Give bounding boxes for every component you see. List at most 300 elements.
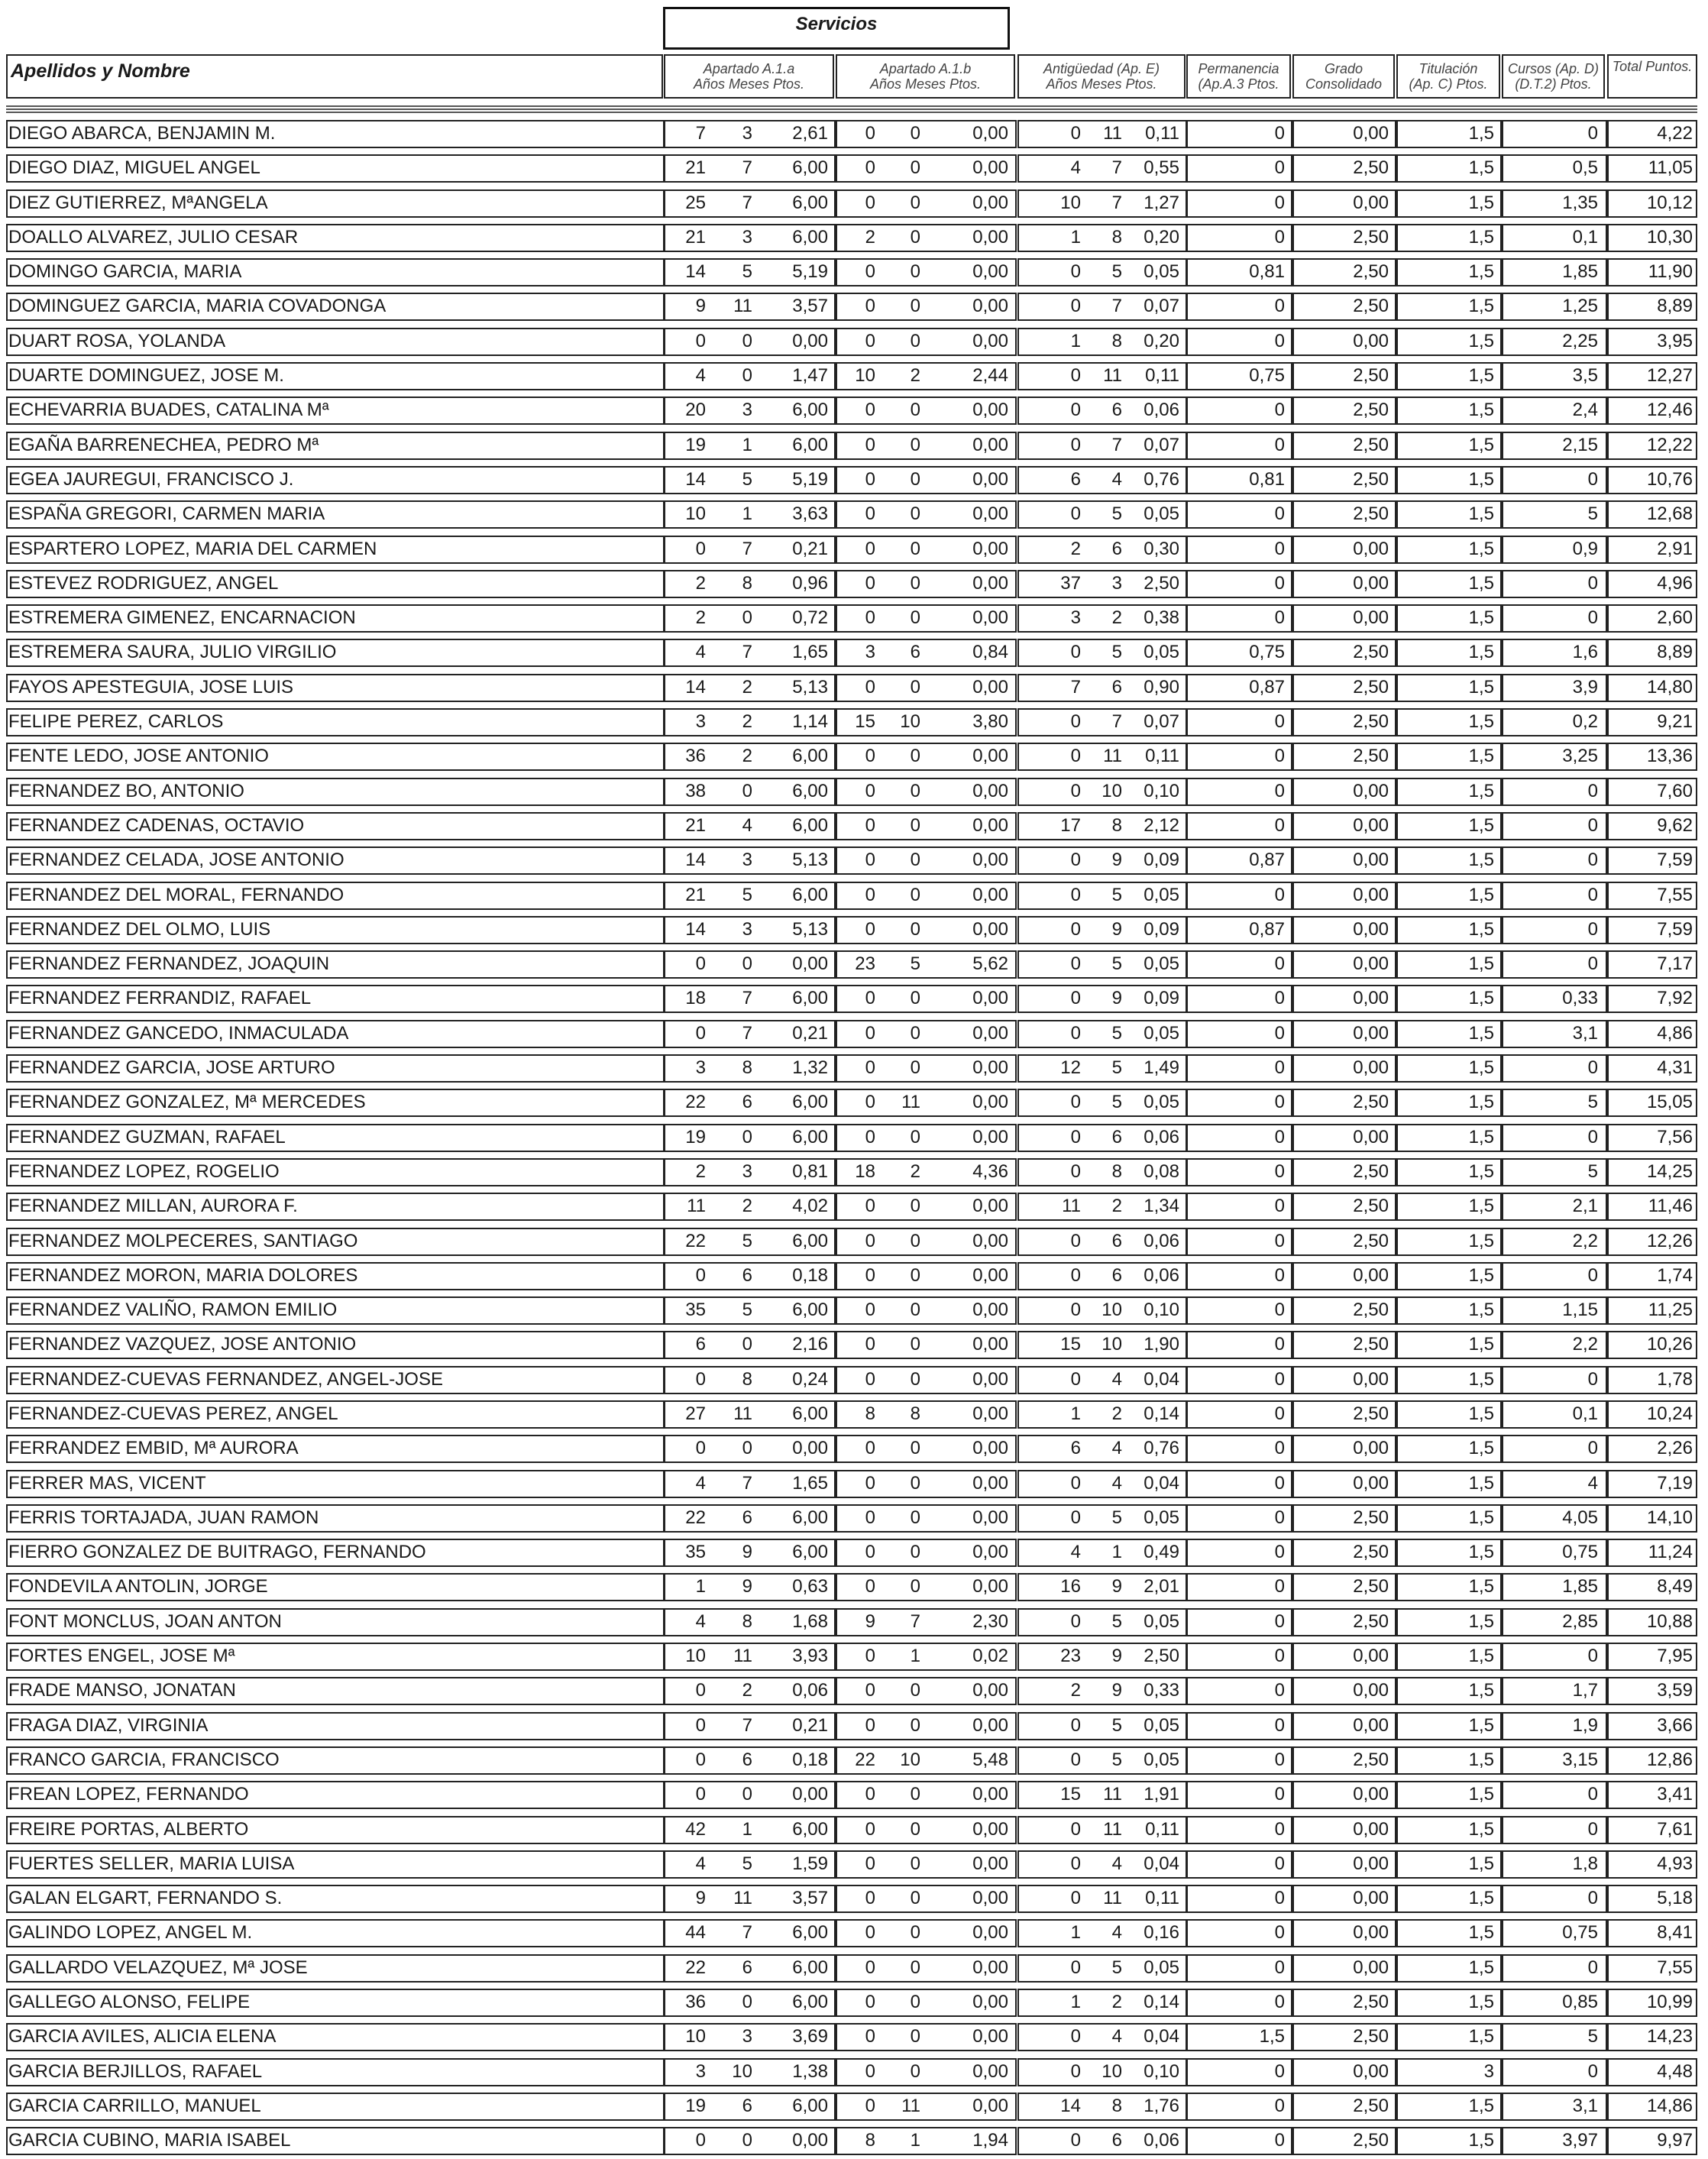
a1b-months-value: 0 bbox=[910, 1507, 920, 1528]
applicant-name: GALLEGO ALONSO, FELIPE bbox=[8, 1992, 251, 2013]
ant-months-value: 9 bbox=[1111, 988, 1122, 1009]
ant-years-value: 0 bbox=[1070, 953, 1081, 975]
a1a-months-value: 7 bbox=[742, 192, 752, 213]
cursos-value: 0,75 bbox=[1562, 1922, 1598, 1944]
a1b-points-value: 0,00 bbox=[972, 2095, 1008, 2116]
titulacion-value: 3 bbox=[1483, 2060, 1494, 2082]
ant-points-value: 0,05 bbox=[1144, 1749, 1179, 1770]
a1b-months-value: 0 bbox=[910, 988, 920, 1009]
applicant-name: FERNANDEZ GARCIA, JOSE ARTURO bbox=[8, 1057, 335, 1079]
a1a-points-value: 6,00 bbox=[792, 226, 828, 248]
grado-value: 2,50 bbox=[1353, 1092, 1389, 1113]
grado-value: 2,50 bbox=[1353, 746, 1389, 767]
permanencia-value: 0 bbox=[1274, 1438, 1285, 1459]
ant-months-value: 9 bbox=[1111, 1680, 1122, 1701]
ant-points-value: 0,05 bbox=[1144, 884, 1179, 905]
titulacion-value: 1,5 bbox=[1468, 988, 1494, 1009]
ant-points-value: 0,05 bbox=[1144, 1092, 1179, 1113]
a1b-years-value: 0 bbox=[865, 1300, 875, 1321]
cursos-value: 5 bbox=[1587, 503, 1598, 525]
permanencia-value: 0,75 bbox=[1249, 365, 1285, 387]
titulacion-value: 1,5 bbox=[1468, 123, 1494, 144]
a1a-months-value: 5 bbox=[742, 1230, 752, 1251]
cursos-value: 3,25 bbox=[1562, 746, 1598, 767]
a1b-months-value: 0 bbox=[910, 1126, 920, 1147]
ant-years-value: 6 bbox=[1070, 1438, 1081, 1459]
a1b-years-value: 0 bbox=[865, 572, 875, 594]
a1b-months-value: 1 bbox=[910, 2130, 920, 2151]
permanencia-value: 0,87 bbox=[1249, 676, 1285, 698]
a1b-years-value: 0 bbox=[865, 503, 875, 525]
a1b-points-value: 0,00 bbox=[972, 157, 1008, 179]
ant-years-value: 15 bbox=[1060, 1334, 1081, 1355]
table-row bbox=[6, 1605, 1697, 1639]
grado-value: 0,00 bbox=[1353, 123, 1389, 144]
permanencia-value: 0 bbox=[1274, 1610, 1285, 1632]
a1b-points-value: 0,00 bbox=[972, 1507, 1008, 1528]
a1b-years-value: 0 bbox=[865, 850, 875, 871]
a1a-points-value: 6,00 bbox=[792, 988, 828, 1009]
titulacion-value: 1,5 bbox=[1468, 642, 1494, 663]
table-row bbox=[6, 1813, 1697, 1847]
a1a-points-value: 6,00 bbox=[792, 400, 828, 421]
ant-months-value: 11 bbox=[1103, 1784, 1122, 1805]
grado-value: 0,00 bbox=[1353, 850, 1389, 871]
applicant-name: FERRER MAS, VICENT bbox=[8, 1472, 206, 1494]
applicant-name: GARCIA CARRILLO, MANUEL bbox=[8, 2095, 261, 2116]
a1a-months-value: 0 bbox=[742, 1438, 752, 1459]
a1b-points-value: 2,30 bbox=[972, 1610, 1008, 1632]
a1a-points-value: 0,24 bbox=[792, 1368, 828, 1390]
a1a-months-value: 1 bbox=[742, 1818, 752, 1840]
ant-years-value: 16 bbox=[1060, 1576, 1081, 1597]
a1b-points-value: 0,00 bbox=[972, 1542, 1008, 1563]
ant-years-value: 1 bbox=[1070, 226, 1081, 248]
a1b-months-value: 0 bbox=[910, 1853, 920, 1874]
a1a-years-value: 0 bbox=[695, 2130, 706, 2151]
ant-months-value: 5 bbox=[1111, 642, 1122, 663]
cursos-value: 0 bbox=[1587, 1057, 1598, 1079]
total-value: 4,86 bbox=[1657, 1022, 1693, 1044]
cursos-value: 0 bbox=[1587, 468, 1598, 490]
applicant-name: FERNANDEZ LOPEZ, ROGELIO bbox=[8, 1160, 280, 1182]
a1a-years-value: 14 bbox=[685, 468, 706, 490]
a1a-years-value: 9 bbox=[695, 1888, 706, 1909]
a1a-months-value: 5 bbox=[742, 1853, 752, 1874]
applicant-name: FREIRE PORTAS, ALBERTO bbox=[8, 1818, 249, 1840]
cursos-value: 1,85 bbox=[1562, 1576, 1598, 1597]
ant-months-value: 10 bbox=[1101, 780, 1122, 801]
a1b-years-value: 0 bbox=[865, 192, 875, 213]
applicant-name: FERNANDEZ DEL OLMO, LUIS bbox=[8, 918, 271, 940]
cursos-value: 3,1 bbox=[1572, 2095, 1598, 2116]
applicant-name: FERNANDEZ FERRANDIZ, RAFAEL bbox=[8, 988, 312, 1009]
cursos-value: 5 bbox=[1587, 1092, 1598, 1113]
a1b-years-value: 0 bbox=[865, 1680, 875, 1701]
permanencia-value: 0 bbox=[1274, 1957, 1285, 1978]
total-value: 14,10 bbox=[1646, 1507, 1693, 1528]
a1a-years-value: 2 bbox=[695, 607, 706, 629]
a1a-points-value: 6,00 bbox=[792, 434, 828, 455]
applicant-name: FERNANDEZ CELADA, JOSE ANTONIO bbox=[8, 850, 345, 871]
a1a-months-value: 2 bbox=[742, 711, 752, 733]
titulacion-value: 1,5 bbox=[1468, 157, 1494, 179]
ant-points-value: 0,05 bbox=[1144, 1022, 1179, 1044]
total-value: 12,68 bbox=[1646, 503, 1693, 525]
cursos-value: 2,1 bbox=[1572, 1196, 1598, 1217]
a1a-points-value: 6,00 bbox=[792, 1507, 828, 1528]
permanencia-value: 0 bbox=[1274, 1784, 1285, 1805]
table-row bbox=[6, 1467, 1697, 1501]
cursos-value: 0 bbox=[1587, 884, 1598, 905]
ant-points-value: 0,07 bbox=[1144, 296, 1179, 317]
a1a-points-value: 2,61 bbox=[792, 123, 828, 144]
ant-years-value: 0 bbox=[1070, 1300, 1081, 1321]
permanencia-value: 0 bbox=[1274, 157, 1285, 179]
ant-years-value: 14 bbox=[1060, 2095, 1081, 2116]
a1b-months-value: 5 bbox=[910, 953, 920, 975]
applicant-name: GALINDO LOPEZ, ANGEL M. bbox=[8, 1922, 253, 1944]
a1a-points-value: 0,00 bbox=[792, 1784, 828, 1805]
ant-points-value: 0,76 bbox=[1144, 468, 1179, 490]
titulacion-value: 1,5 bbox=[1468, 400, 1494, 421]
ant-years-value: 0 bbox=[1070, 1507, 1081, 1528]
a1b-months-value: 0 bbox=[910, 2060, 920, 2082]
a1b-points-value: 0,00 bbox=[972, 1784, 1008, 1805]
cursos-value: 0 bbox=[1587, 572, 1598, 594]
a1b-points-value: 0,00 bbox=[972, 884, 1008, 905]
a1a-years-value: 42 bbox=[685, 1818, 706, 1840]
a1b-months-value: 0 bbox=[910, 1057, 920, 1079]
ant-points-value: 0,11 bbox=[1145, 1818, 1179, 1840]
total-value: 1,74 bbox=[1657, 1264, 1693, 1286]
ant-years-value: 0 bbox=[1070, 746, 1081, 767]
ant-years-value: 0 bbox=[1070, 711, 1081, 733]
a1b-points-value: 0,00 bbox=[972, 1368, 1008, 1390]
cursos-value: 0 bbox=[1587, 123, 1598, 144]
total-value: 10,30 bbox=[1646, 226, 1693, 248]
a1b-months-value: 6 bbox=[910, 642, 920, 663]
a1a-points-value: 0,63 bbox=[792, 1576, 828, 1597]
column-header-row bbox=[6, 54, 1697, 99]
ant-points-value: 0,10 bbox=[1144, 1300, 1179, 1321]
ant-years-value: 0 bbox=[1070, 2060, 1081, 2082]
a1b-years-value: 0 bbox=[865, 1092, 875, 1113]
cursos-value: 0,1 bbox=[1572, 226, 1598, 248]
header-grado bbox=[1292, 54, 1395, 99]
header-titulacion bbox=[1396, 54, 1500, 99]
permanencia-value: 0 bbox=[1274, 1992, 1285, 2013]
grado-value: 0,00 bbox=[1353, 953, 1389, 975]
applicant-name: DIEGO ABARCA, BENJAMIN M. bbox=[8, 123, 276, 144]
applicant-name: FERNANDEZ GUZMAN, RAFAEL bbox=[8, 1126, 286, 1147]
a1a-months-value: 9 bbox=[742, 1542, 752, 1563]
table-row bbox=[6, 601, 1697, 636]
ant-years-value: 1 bbox=[1070, 1922, 1081, 1944]
a1b-years-value: 3 bbox=[865, 642, 875, 663]
applicant-name: FERNANDEZ GANCEDO, INMACULADA bbox=[8, 1022, 349, 1044]
a1a-months-value: 5 bbox=[742, 884, 752, 905]
ant-years-value: 11 bbox=[1062, 1196, 1081, 1217]
a1b-months-value: 0 bbox=[910, 1368, 920, 1390]
ant-points-value: 0,06 bbox=[1144, 2130, 1179, 2151]
a1b-years-value: 0 bbox=[865, 1714, 875, 1736]
a1b-years-value: 0 bbox=[865, 1957, 875, 1978]
cursos-value: 2,2 bbox=[1572, 1230, 1598, 1251]
ant-years-value: 2 bbox=[1070, 1680, 1081, 1701]
a1a-points-value: 0,96 bbox=[792, 572, 828, 594]
a1b-months-value: 0 bbox=[910, 157, 920, 179]
a1b-months-value: 0 bbox=[910, 1957, 920, 1978]
table-row bbox=[6, 913, 1697, 947]
a1b-points-value: 0,00 bbox=[972, 1126, 1008, 1147]
permanencia-value: 0 bbox=[1274, 1680, 1285, 1701]
total-value: 9,21 bbox=[1657, 711, 1693, 733]
a1a-years-value: 18 bbox=[685, 988, 706, 1009]
titulacion-value: 1,5 bbox=[1468, 1334, 1494, 1355]
total-value: 12,26 bbox=[1646, 1230, 1693, 1251]
a1a-months-value: 6 bbox=[742, 1092, 752, 1113]
ant-months-value: 6 bbox=[1111, 1264, 1122, 1286]
total-value: 10,26 bbox=[1646, 1334, 1693, 1355]
grado-value: 0,00 bbox=[1353, 1784, 1389, 1805]
total-value: 8,89 bbox=[1657, 642, 1693, 663]
permanencia-value: 0 bbox=[1274, 1576, 1285, 1597]
a1a-points-value: 6,00 bbox=[792, 1126, 828, 1147]
grado-value: 2,50 bbox=[1353, 1334, 1389, 1355]
table-row bbox=[6, 393, 1697, 428]
total-value: 10,24 bbox=[1646, 1403, 1693, 1424]
ant-points-value: 0,10 bbox=[1144, 780, 1179, 801]
header-grado-line1: Grado bbox=[1324, 61, 1363, 76]
total-value: 5,18 bbox=[1657, 1888, 1693, 1909]
a1b-months-value: 0 bbox=[910, 330, 920, 351]
a1a-months-value: 6 bbox=[742, 1507, 752, 1528]
ant-months-value: 5 bbox=[1111, 884, 1122, 905]
a1a-months-value: 2 bbox=[742, 1680, 752, 1701]
a1b-months-value: 0 bbox=[910, 1300, 920, 1321]
ant-months-value: 11 bbox=[1103, 123, 1122, 144]
ant-points-value: 0,10 bbox=[1144, 2060, 1179, 2082]
a1a-points-value: 3,93 bbox=[792, 1646, 828, 1667]
ant-points-value: 1,34 bbox=[1144, 1196, 1179, 1217]
total-value: 12,86 bbox=[1646, 1749, 1693, 1770]
grado-value: 2,50 bbox=[1353, 1300, 1389, 1321]
total-value: 4,48 bbox=[1657, 2060, 1693, 2082]
ant-years-value: 7 bbox=[1070, 676, 1081, 698]
permanencia-value: 0,75 bbox=[1249, 642, 1285, 663]
a1a-points-value: 6,00 bbox=[792, 1542, 828, 1563]
a1a-months-value: 5 bbox=[742, 468, 752, 490]
a1b-months-value: 0 bbox=[910, 1922, 920, 1944]
titulacion-value: 1,5 bbox=[1468, 365, 1494, 387]
a1a-years-value: 2 bbox=[695, 572, 706, 594]
a1a-years-value: 14 bbox=[685, 676, 706, 698]
grado-value: 2,50 bbox=[1353, 1196, 1389, 1217]
a1a-points-value: 6,00 bbox=[792, 192, 828, 213]
ant-months-value: 5 bbox=[1111, 1092, 1122, 1113]
a1a-years-value: 14 bbox=[685, 918, 706, 940]
a1a-years-value: 36 bbox=[685, 1992, 706, 2013]
ant-points-value: 0,33 bbox=[1144, 1680, 1179, 1701]
permanencia-value: 0,87 bbox=[1249, 850, 1285, 871]
permanencia-value: 0 bbox=[1274, 1888, 1285, 1909]
total-value: 3,41 bbox=[1657, 1784, 1693, 1805]
a1b-points-value: 0,00 bbox=[972, 1888, 1008, 1909]
grado-value: 0,00 bbox=[1353, 1438, 1389, 1459]
a1b-months-value: 0 bbox=[910, 1472, 920, 1494]
cursos-value: 0 bbox=[1587, 607, 1598, 629]
cursos-value: 2,85 bbox=[1562, 1610, 1598, 1632]
ant-months-value: 6 bbox=[1111, 2130, 1122, 2151]
cursos-value: 0 bbox=[1587, 814, 1598, 836]
a1a-points-value: 5,13 bbox=[792, 676, 828, 698]
ant-points-value: 0,76 bbox=[1144, 1438, 1179, 1459]
applicant-name: DOALLO ALVAREZ, JULIO CESAR bbox=[8, 226, 299, 248]
grado-value: 0,00 bbox=[1353, 780, 1389, 801]
a1b-years-value: 8 bbox=[865, 2130, 875, 2151]
cursos-value: 0 bbox=[1587, 1957, 1598, 1978]
a1b-months-value: 0 bbox=[910, 884, 920, 905]
permanencia-value: 0,81 bbox=[1249, 261, 1285, 283]
applicant-name: FERNANDEZ VALIÑO, RAMON EMILIO bbox=[8, 1300, 338, 1321]
a1b-years-value: 18 bbox=[855, 1160, 875, 1182]
permanencia-value: 0 bbox=[1274, 1264, 1285, 1286]
ant-years-value: 0 bbox=[1070, 434, 1081, 455]
titulacion-value: 1,5 bbox=[1468, 2026, 1494, 2047]
a1a-months-value: 3 bbox=[742, 123, 752, 144]
total-value: 7,59 bbox=[1657, 918, 1693, 940]
ant-points-value: 0,07 bbox=[1144, 434, 1179, 455]
a1b-months-value: 0 bbox=[910, 1334, 920, 1355]
applicant-name: EGAÑA BARRENECHEA, PEDRO Mª bbox=[8, 434, 319, 455]
a1b-years-value: 0 bbox=[865, 1922, 875, 1944]
permanencia-value: 0 bbox=[1274, 572, 1285, 594]
a1b-months-value: 0 bbox=[910, 1784, 920, 1805]
a1a-years-value: 0 bbox=[695, 1714, 706, 1736]
applicant-name: DOMINGO GARCIA, MARIA bbox=[8, 261, 242, 283]
titulacion-value: 1,5 bbox=[1468, 1646, 1494, 1667]
applicant-name: FONT MONCLUS, JOAN ANTON bbox=[8, 1610, 282, 1632]
grado-value: 2,50 bbox=[1353, 2026, 1389, 2047]
applicant-name: DIEGO DIAZ, MIGUEL ANGEL bbox=[8, 157, 260, 179]
permanencia-value: 0 bbox=[1274, 1749, 1285, 1770]
table-row bbox=[6, 151, 1697, 186]
a1b-points-value: 0,00 bbox=[972, 1196, 1008, 1217]
a1b-points-value: 0,00 bbox=[972, 296, 1008, 317]
a1b-points-value: 0,00 bbox=[972, 1714, 1008, 1736]
ant-years-value: 0 bbox=[1070, 1853, 1081, 1874]
total-value: 2,60 bbox=[1657, 607, 1693, 629]
cursos-value: 2,25 bbox=[1562, 330, 1598, 351]
a1b-months-value: 0 bbox=[910, 503, 920, 525]
a1b-years-value: 2 bbox=[865, 226, 875, 248]
a1a-points-value: 0,00 bbox=[792, 330, 828, 351]
applicant-name: FONDEVILA ANTOLIN, JORGE bbox=[8, 1576, 268, 1597]
a1a-months-value: 3 bbox=[742, 226, 752, 248]
a1a-points-value: 6,00 bbox=[792, 1300, 828, 1321]
ant-points-value: 0,49 bbox=[1144, 1542, 1179, 1563]
ant-months-value: 5 bbox=[1111, 503, 1122, 525]
a1a-months-value: 8 bbox=[742, 1368, 752, 1390]
ant-years-value: 0 bbox=[1070, 400, 1081, 421]
a1a-months-value: 5 bbox=[742, 261, 752, 283]
a1b-points-value: 0,00 bbox=[972, 1403, 1008, 1424]
ant-years-value: 0 bbox=[1070, 1714, 1081, 1736]
a1a-months-value: 7 bbox=[742, 642, 752, 663]
a1a-months-value: 7 bbox=[742, 1714, 752, 1736]
ant-points-value: 0,20 bbox=[1144, 226, 1179, 248]
applicant-name: GALAN ELGART, FERNANDO S. bbox=[8, 1888, 283, 1909]
cursos-value: 0,75 bbox=[1562, 1542, 1598, 1563]
permanencia-value: 0 bbox=[1274, 1022, 1285, 1044]
ant-years-value: 0 bbox=[1070, 1610, 1081, 1632]
ant-years-value: 0 bbox=[1070, 261, 1081, 283]
a1a-points-value: 3,69 bbox=[792, 2026, 828, 2047]
titulacion-value: 1,5 bbox=[1468, 850, 1494, 871]
permanencia-value: 0 bbox=[1274, 1057, 1285, 1079]
grado-value: 0,00 bbox=[1353, 1888, 1389, 1909]
cursos-value: 0 bbox=[1587, 1888, 1598, 1909]
applicant-name: FUERTES SELLER, MARIA LUISA bbox=[8, 1853, 295, 1874]
table-row bbox=[6, 1190, 1697, 1224]
applicant-name: ECHEVARRIA BUADES, CATALINA Mª bbox=[8, 400, 329, 421]
a1b-months-value: 0 bbox=[910, 1576, 920, 1597]
ant-years-value: 0 bbox=[1070, 503, 1081, 525]
ant-years-value: 17 bbox=[1060, 814, 1081, 836]
grado-value: 0,00 bbox=[1353, 1368, 1389, 1390]
a1b-points-value: 0,00 bbox=[972, 1264, 1008, 1286]
ant-years-value: 1 bbox=[1070, 1403, 1081, 1424]
total-value: 7,92 bbox=[1657, 988, 1693, 1009]
permanencia-value: 0 bbox=[1274, 884, 1285, 905]
applicant-name: DUARTE DOMINGUEZ, JOSE M. bbox=[8, 365, 284, 387]
titulacion-value: 1,5 bbox=[1468, 468, 1494, 490]
table-row bbox=[6, 1017, 1697, 1051]
a1b-months-value: 0 bbox=[910, 1992, 920, 2013]
a1b-years-value: 0 bbox=[865, 1507, 875, 1528]
ant-months-value: 8 bbox=[1111, 1160, 1122, 1182]
a1a-months-value: 11 bbox=[733, 1888, 752, 1909]
a1b-years-value: 0 bbox=[865, 1368, 875, 1390]
a1a-years-value: 35 bbox=[685, 1542, 706, 1563]
titulacion-value: 1,5 bbox=[1468, 1680, 1494, 1701]
a1a-points-value: 6,00 bbox=[792, 1922, 828, 1944]
ant-months-value: 10 bbox=[1101, 1334, 1122, 1355]
grado-value: 2,50 bbox=[1353, 226, 1389, 248]
cursos-value: 0,33 bbox=[1562, 988, 1598, 1009]
ant-months-value: 8 bbox=[1111, 330, 1122, 351]
cursos-value: 3,97 bbox=[1562, 2130, 1598, 2151]
a1b-points-value: 0,00 bbox=[972, 1818, 1008, 1840]
titulacion-value: 1,5 bbox=[1468, 1472, 1494, 1494]
total-value: 11,24 bbox=[1648, 1542, 1693, 1563]
ant-months-value: 6 bbox=[1111, 400, 1122, 421]
a1a-points-value: 3,57 bbox=[792, 296, 828, 317]
grado-value: 0,00 bbox=[1353, 988, 1389, 1009]
a1a-points-value: 5,19 bbox=[792, 468, 828, 490]
cursos-value: 0,5 bbox=[1572, 157, 1598, 179]
a1b-months-value: 11 bbox=[901, 1092, 920, 1113]
a1b-months-value: 0 bbox=[910, 296, 920, 317]
total-value: 2,91 bbox=[1657, 538, 1693, 559]
titulacion-value: 1,5 bbox=[1468, 1057, 1494, 1079]
ant-years-value: 10 bbox=[1060, 192, 1081, 213]
cursos-value: 3,5 bbox=[1572, 365, 1598, 387]
a1b-months-value: 0 bbox=[910, 676, 920, 698]
ant-years-value: 1 bbox=[1070, 330, 1081, 351]
ant-months-value: 5 bbox=[1111, 1957, 1122, 1978]
